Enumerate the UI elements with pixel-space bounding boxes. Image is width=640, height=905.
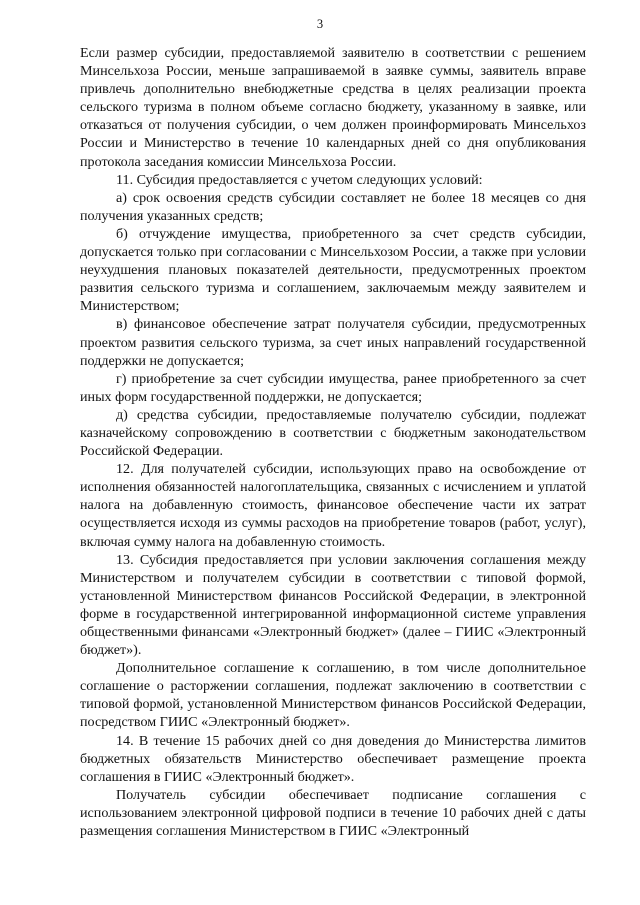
document-body bbox=[80, 44, 586, 840]
paragraph-condition-a: а) срок освоения средств субсидии составляет не более 18 месяцев со дня получения указанных средств; bbox=[80, 189, 586, 224]
paragraph-item-12: 12. Для получателей субсидии, использующих право на освобождение от исполнения обязанностей налогоплательщика, связанных с исчислением и уплатой налога на добавленную стоимость, финансовое обеспечение части их затрат осуществляется исходя из суммы расходов на приобретение товаров (работ, услуг), включая сумму налога на добавленную стоимость. bbox=[80, 461, 586, 550]
paragraph-condition-d: д) средства субсидии, предоставляемые получателю субсидии, подлежат казначейскому сопровождению в соответствии с бюджетным законодательством Российской Федерации. bbox=[80, 406, 586, 460]
paragraph-condition-b: б) отчуждение имущества, приобретенного за счет средств субсидии, допускается только при согласовании с Минсельхозом России, а также при условии неухудшения плановых показателей деятельности, предусмотренных проектом развития сельского туризма и соглашением, заключаемым между заявителем и Министерством; bbox=[80, 225, 586, 315]
paragraph-item-11: 11. Субсидия предоставляется с учетом следующих условий: bbox=[116, 171, 483, 188]
paragraph-subsidy-size: Если размер субсидии, предоставляемой заявителю в соответствии с решением Минсельхоза России, меньше запрашиваемой в заявке суммы, заявитель вправе привлечь дополнительно внебюджетные средства в целях реализации проекта сельского туризма в полном объеме согласно бюджету, указанному в заявке, или отказаться от получения субсидии, о чем должен проинформировать Минсельхоз России и Министерство в течение 10 календарных дней со дня опубликования протокола заседания комиссии Минсельхоза России. bbox=[80, 45, 586, 170]
paragraph-additional-agreement: Дополнительное соглашение к соглашению, в том числе дополнительное соглашение о расторжении соглашения, подлежат заключению в соответствии с типовой формой, установленной Министерством финансов Российской Федерации, посредством ГИИС «Электронный бюджет». bbox=[80, 660, 586, 731]
paragraph-item-14: 14. В течение 15 рабочих дней со дня доведения до Министерства лимитов бюджетных обязательств Министерство обеспечивает размещение проекта соглашения в ГИИС «Электронный бюджет». bbox=[80, 732, 586, 785]
paragraph-item-13: 13. Субсидия предоставляется при условии заключения соглашения между Министерством и получателем субсидии в соответствии с типовой формой, установленной Министерством финансов Российской Федерации, в электронной форме в государственной интегрированной информационной системе управления общественными финансами «Электронный бюджет» (далее – ГИИС «Электронный бюджет»). bbox=[80, 551, 586, 659]
paragraph-condition-v: в) финансовое обеспечение затрат получателя субсидии, предусмотренных проектом развития сельского туризма, за счет иных направлений государственной поддержки не допускается; bbox=[80, 316, 586, 369]
paragraph-condition-g: г) приобретение за счет субсидии имущества, ранее приобретенного за счет иных форм государственной поддержки, не допускается; bbox=[80, 370, 586, 405]
paragraph-recipient-signing: Получатель субсидии обеспечивает подписание соглашения с использованием электронной цифровой подписи в течение 10 рабочих дней с даты размещения соглашения Министерством в ГИИС «Электронный bbox=[80, 786, 586, 840]
page-number: 3 bbox=[316, 17, 324, 31]
